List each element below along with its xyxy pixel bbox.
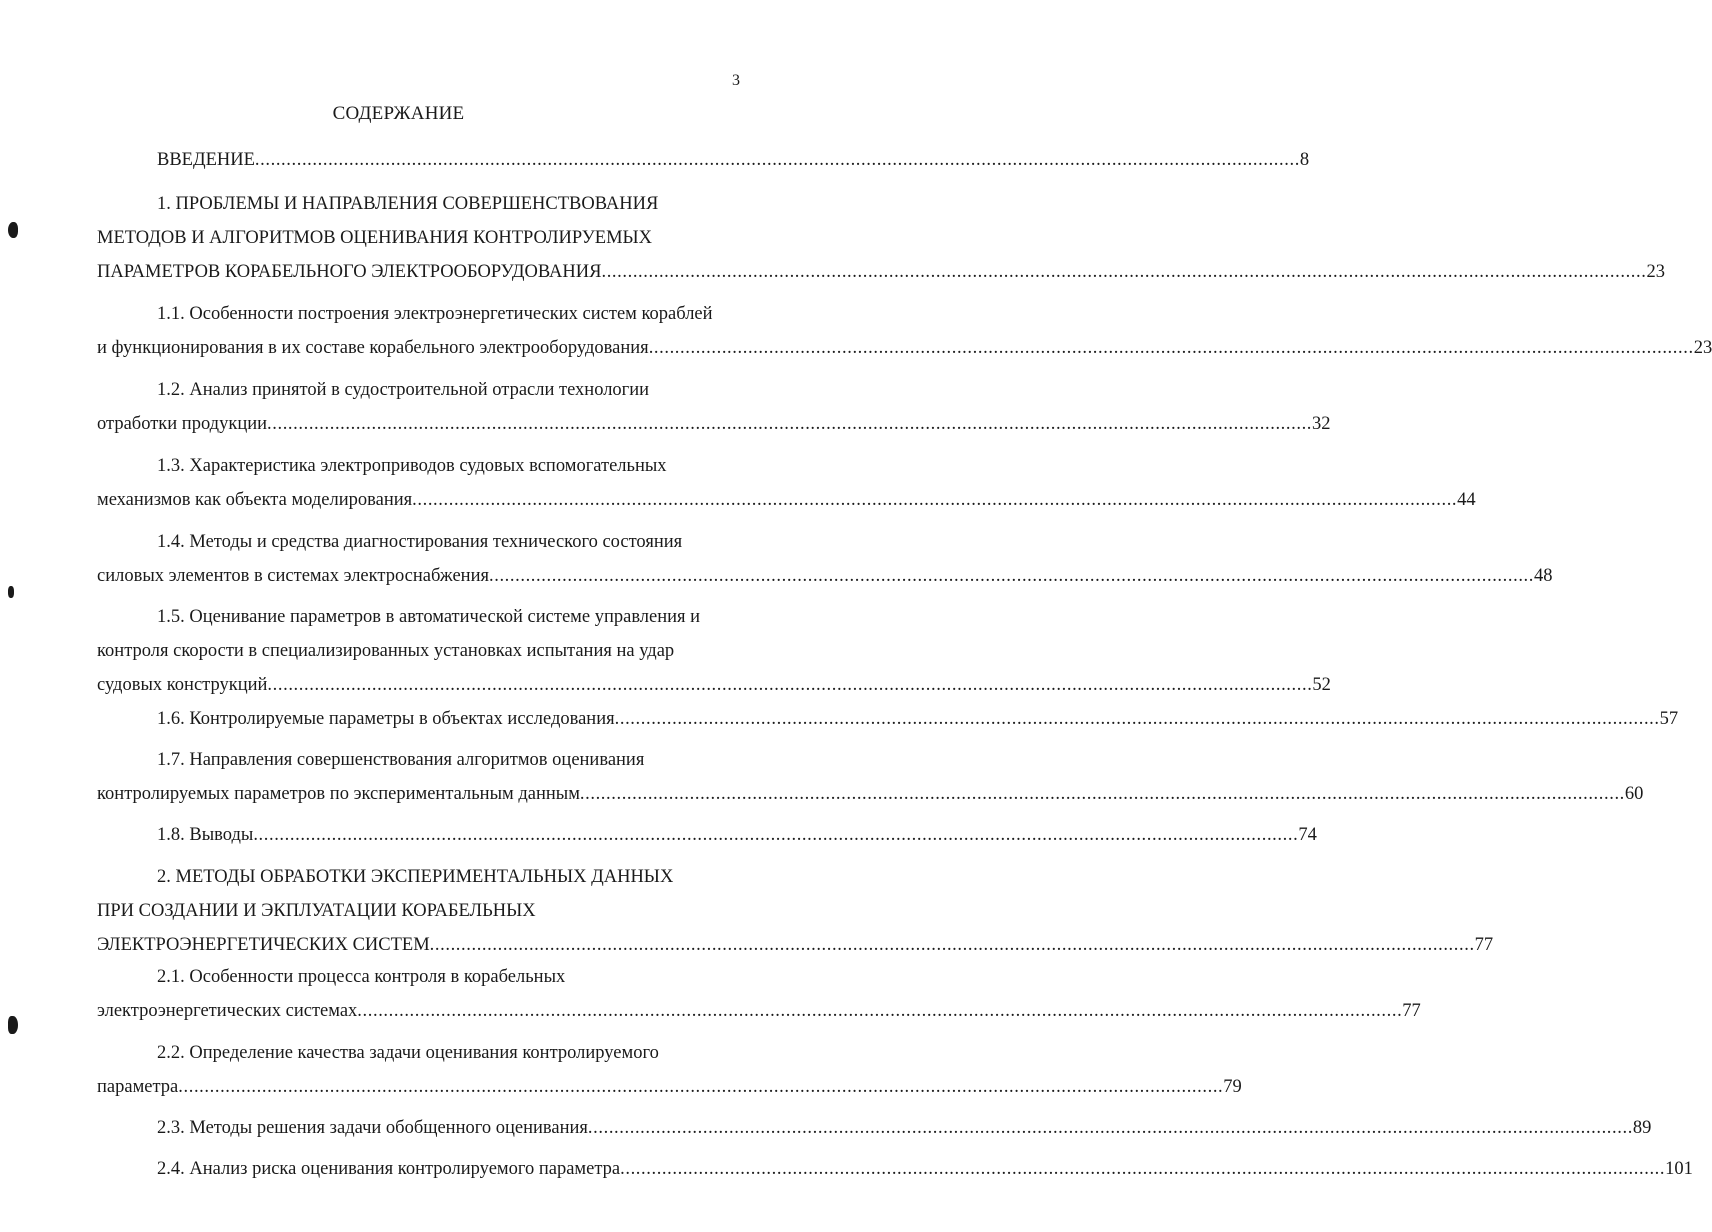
- toc-entry-chapter-1-line[interactable]: 1. ПРОБЛЕМЫ И НАПРАВЛЕНИЯ СОВЕРШЕНСТВОВАНИЯ: [157, 194, 659, 214]
- toc-entry-section-2-4[interactable]: 2.4. Анализ риска оценивания контролируемого параметра ........................................................................................................................................................................................................ 101: [157, 1159, 1693, 1179]
- toc-entry-introduction[interactable]: ВВЕДЕНИЕ ........................................................................................................................................................................................................ 8: [157, 150, 1310, 170]
- toc-entry-chapter-2[interactable]: ЭЛЕКТРОЭНЕРГЕТИЧЕСКИХ СИСТЕМ ........................................................................................................................................................................................................ 77: [97, 935, 1494, 955]
- leader-dots: ........................................................................................................................................................................................................: [253, 825, 1299, 845]
- toc-entry-section-2-3[interactable]: 2.3. Методы решения задачи обобщенного оценивания ........................................................................................................................................................................................................ 89: [157, 1118, 1652, 1138]
- toc-entry-chapter-2-line[interactable]: ПРИ СОЗДАНИИ И ЭКПЛУАТАЦИИ КОРАБЕЛЬНЫХ: [97, 901, 536, 921]
- toc-entry-section-2-1[interactable]: электроэнергетических системах ........................................................................................................................................................................................................ 77: [97, 1001, 1421, 1021]
- page-number: 3: [732, 72, 740, 89]
- toc-entry-section-1-4[interactable]: силовых элементов в системах электроснабжения ........................................................................................................................................................................................................ 48: [97, 566, 1553, 586]
- leader-dots: ........................................................................................................................................................................................................: [267, 675, 1313, 695]
- leader-dots: ........................................................................................................................................................................................................: [587, 1118, 1633, 1138]
- toc-entry-section-1-4-line[interactable]: 1.4. Методы и средства диагностирования технического состояния: [157, 532, 683, 552]
- page-title: СОДЕРЖАНИЕ: [332, 103, 465, 124]
- toc-entry-section-1-8[interactable]: 1.8. Выводы ........................................................................................................................................................................................................ 74: [157, 825, 1317, 845]
- toc-entry-section-1-2-line[interactable]: 1.2. Анализ принятой в судостроительной отрасли технологии: [157, 380, 650, 400]
- leader-dots: ........................................................................................................................................................................................................: [429, 935, 1475, 955]
- toc-entry-section-1-5-line[interactable]: контроля скорости в специализированных установках испытания на удар: [97, 641, 675, 661]
- leader-dots: ........................................................................................................................................................................................................: [267, 414, 1313, 434]
- toc-entry-chapter-1-line[interactable]: МЕТОДОВ И АЛГОРИТМОВ ОЦЕНИВАНИЯ КОНТРОЛИРУЕМЫХ: [97, 228, 653, 248]
- toc-entry-section-2-1-line[interactable]: 2.1. Особенности процесса контроля в корабельных: [157, 967, 566, 987]
- leader-dots: ........................................................................................................................................................................................................: [648, 338, 1694, 358]
- toc-entry-section-1-7[interactable]: контролируемых параметров по экспериментальным данным ........................................................................................................................................................................................................ 60: [97, 784, 1644, 804]
- toc-entry-section-1-5[interactable]: судовых конструкций ........................................................................................................................................................................................................ 52: [97, 675, 1331, 695]
- leader-dots: ........................................................................................................................................................................................................: [620, 1159, 1666, 1179]
- toc-entry-chapter-2-line[interactable]: 2. МЕТОДЫ ОБРАБОТКИ ЭКСПЕРИМЕНТАЛЬНЫХ ДАННЫХ: [157, 867, 674, 887]
- toc-entry-section-1-1-line[interactable]: 1.1. Особенности построения электроэнергетических систем кораблей: [157, 304, 713, 324]
- leader-dots: ........................................................................................................................................................................................................: [178, 1077, 1224, 1097]
- toc-entry-section-1-3-line[interactable]: 1.3. Характеристика электроприводов судовых вспомогательных: [157, 456, 667, 476]
- toc-entry-section-1-5-line[interactable]: 1.5. Оценивание параметров в автоматической системе управления и: [157, 607, 701, 627]
- scan-mark: [8, 222, 18, 238]
- leader-dots: ........................................................................................................................................................................................................: [412, 490, 1458, 510]
- toc-entry-section-1-2[interactable]: отработки продукции ........................................................................................................................................................................................................ 32: [97, 414, 1331, 434]
- leader-dots: ........................................................................................................................................................................................................: [614, 709, 1660, 729]
- toc-entry-section-1-1[interactable]: и функционирования в их составе корабельного электрооборудования ........................................................................................................................................................................................................ 23: [97, 338, 1712, 358]
- leader-dots: ........................................................................................................................................................................................................: [254, 150, 1300, 170]
- scan-mark: [8, 586, 14, 598]
- leader-dots: ........................................................................................................................................................................................................: [357, 1001, 1403, 1021]
- toc-entry-section-1-3[interactable]: механизмов как объекта моделирования ........................................................................................................................................................................................................ 44: [97, 490, 1476, 510]
- toc-entry-section-1-6[interactable]: 1.6. Контролируемые параметры в объектах исследования ........................................................................................................................................................................................................ 57: [157, 709, 1679, 729]
- toc-entry-chapter-1[interactable]: ПАРАМЕТРОВ КОРАБЕЛЬНОГО ЭЛЕКТРООБОРУДОВАНИЯ ........................................................................................................................................................................................................ 23: [97, 262, 1665, 282]
- toc-entry-section-2-2-line[interactable]: 2.2. Определение качества задачи оценивания контролируемого: [157, 1043, 659, 1063]
- leader-dots: ........................................................................................................................................................................................................: [579, 784, 1625, 804]
- leader-dots: ........................................................................................................................................................................................................: [601, 262, 1647, 282]
- scan-mark: [8, 1016, 18, 1034]
- toc-entry-section-1-7-line[interactable]: 1.7. Направления совершенствования алгоритмов оценивания: [157, 750, 645, 770]
- leader-dots: ........................................................................................................................................................................................................: [489, 566, 1534, 586]
- toc-entry-section-2-2[interactable]: параметра ........................................................................................................................................................................................................ 79: [97, 1077, 1242, 1097]
